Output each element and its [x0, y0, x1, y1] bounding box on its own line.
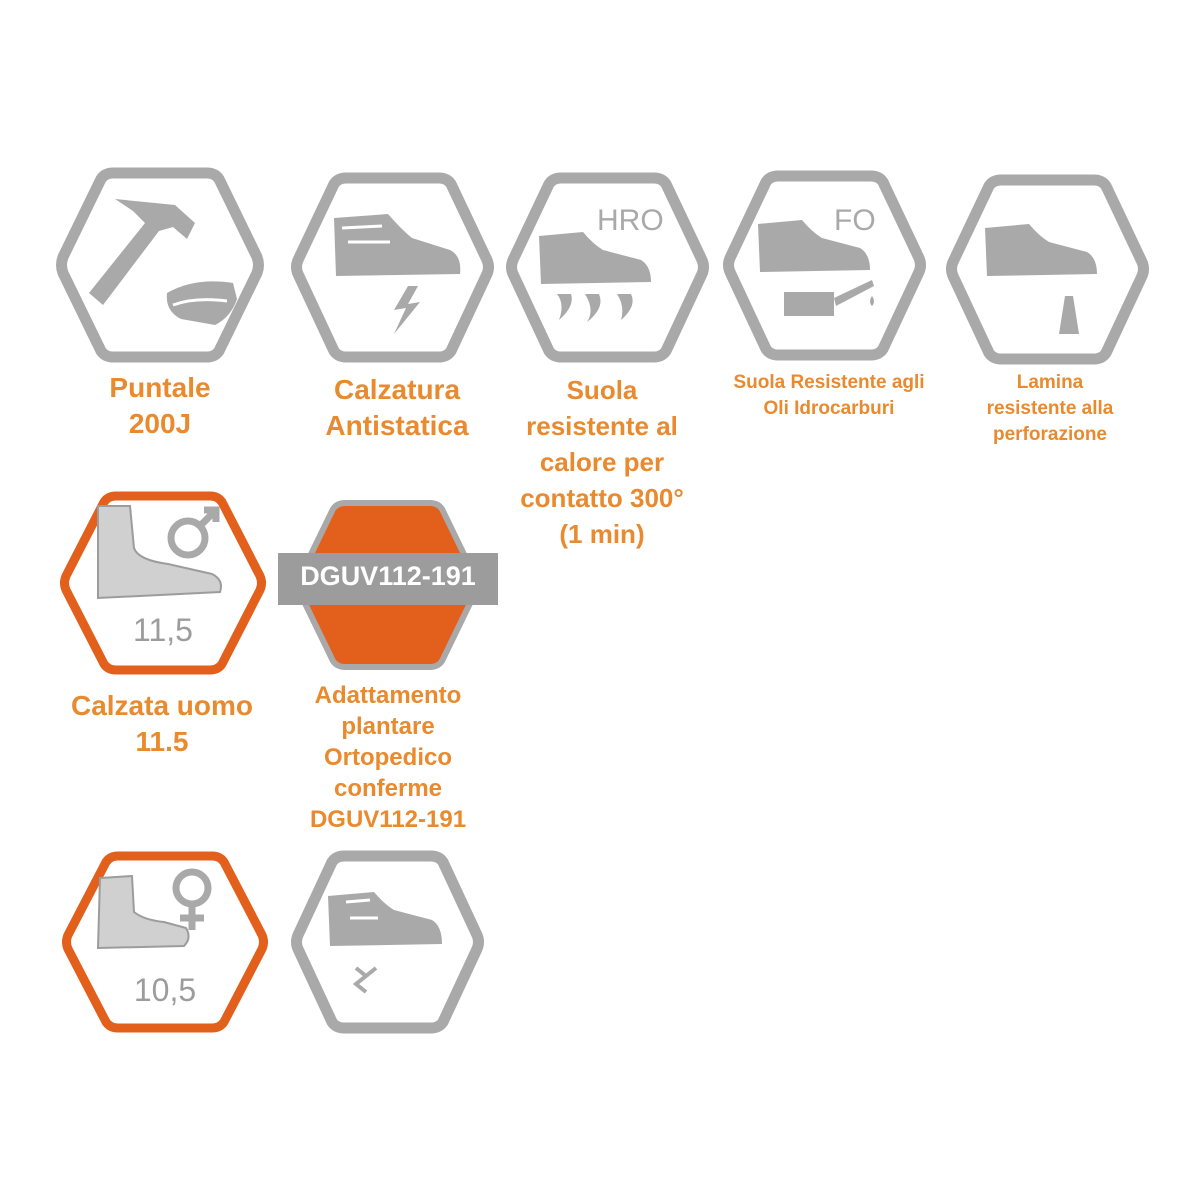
badge-hro: [505, 170, 710, 365]
boot-lightning-icon: [290, 170, 495, 365]
dguv-code: DGUV112-191: [300, 561, 476, 591]
badge-antistatica: [290, 170, 495, 365]
badge-lamina: [945, 172, 1150, 367]
badge-puntale: [55, 165, 265, 365]
shoe-size: 10,5: [133, 972, 197, 1008]
badge-calzata-uomo: [58, 488, 268, 678]
shoe-size: 11,5: [133, 612, 193, 648]
badge-label: Puntale 200J: [109, 372, 211, 439]
badge-ammortizzamento: [290, 848, 485, 1036]
badge-label: Calzatura Antistatica: [325, 374, 469, 441]
male-foot-icon: [58, 488, 268, 678]
hammer-on-toe-icon: [55, 165, 265, 365]
boot-oil-can-icon: [722, 168, 927, 363]
badge-calzata-donna: [60, 848, 270, 1036]
boot-spring-icon: [290, 848, 485, 1036]
boot-flame-icon: [505, 170, 710, 365]
badge-label: Lamina resistente alla perforazione: [986, 372, 1114, 445]
badge-fo: [722, 168, 927, 363]
badge-label: Calzata uomo 11.5: [70, 690, 254, 757]
fo-code: FO: [834, 204, 876, 237]
badge-label: Adattamento plantare Ortopedico conferme DGUV112-191: [309, 682, 467, 833]
badge-label: Suola resistente al calore per contatto 300° (1 min): [520, 375, 684, 549]
boot-nail-icon: [945, 172, 1150, 367]
badge-dguv: [270, 495, 505, 675]
badge-label: Suola Resistente agli Oli Idrocarburi: [733, 372, 925, 419]
hro-code: HRO: [597, 204, 664, 237]
